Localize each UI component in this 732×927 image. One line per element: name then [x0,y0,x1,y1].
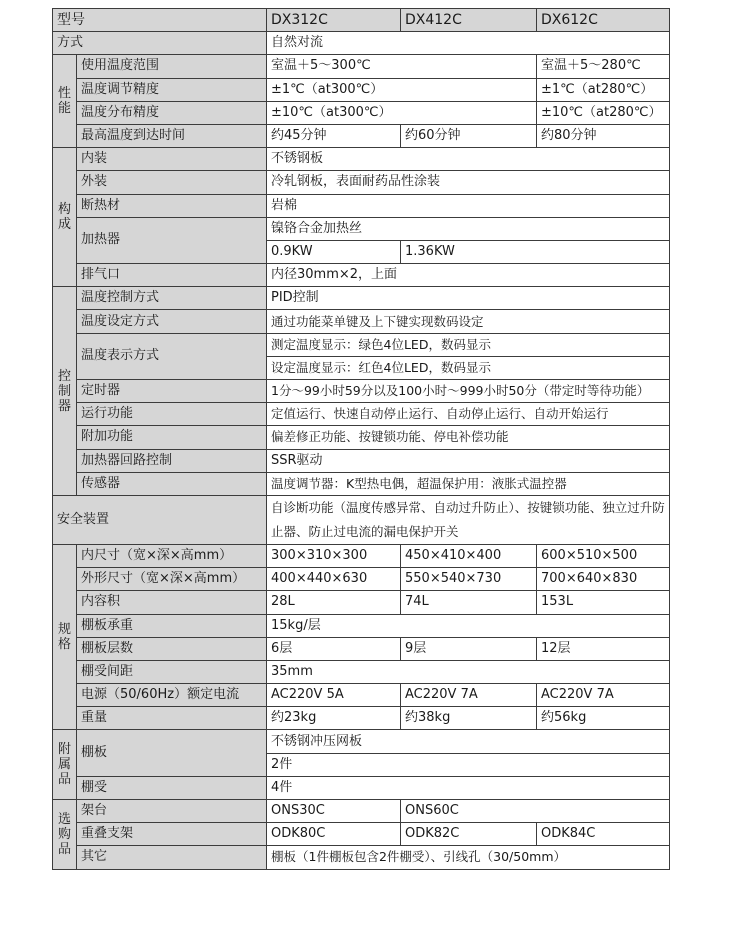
spec-row [53,544,670,567]
controller-row [53,380,670,403]
model-label: 型号 [53,9,267,32]
row-label: 温度设定方式 [77,310,267,333]
controller-row [53,333,670,356]
controller-group-label: 控制器 [53,287,77,496]
cell-value: ONS60C [401,800,670,823]
cell-value: SSR驱动 [267,449,670,472]
row-label: 排气口 [77,264,267,287]
row-label: 外装 [77,171,267,194]
row-label: 附加功能 [77,426,267,449]
cell-value: 室温＋5～300℃ [267,55,537,78]
cell-value: 不锈钢板 [267,148,670,171]
cell-value: 2件 [267,753,670,776]
model-name: DX612C [537,9,670,32]
row-label: 内尺寸（宽×深×高mm） [77,544,267,567]
cell-value: 温度调节器：K型热电偶，超温保护用：液胀式温控器 [267,472,670,495]
performance-group-label: 性能 [53,55,77,148]
option-row [53,823,670,846]
cell-value: 12层 [537,637,670,660]
construction-row [53,194,670,217]
cell-value: 内径30mm×2，上面 [267,264,670,287]
accessory-row [53,730,670,753]
cell-value: 1分～99小时59分以及100小时～999小时50分（带定时等待功能） [267,380,670,403]
construction-row [53,217,670,240]
row-label: 重叠支架 [77,823,267,846]
controller-row [53,449,670,472]
row-label: 温度调节精度 [77,78,267,101]
row-label: 棚受 [77,776,267,799]
model-name: DX312C [267,9,401,32]
cell-value: 棚板（1件棚板包含2件棚受）、引线孔（30/50mm） [267,846,670,869]
cell-value: ODK84C [537,823,670,846]
option-row [53,800,670,823]
construction-row [53,148,670,171]
performance-row [53,55,670,78]
cell-value: 通过功能菜单键及上下键实现数码设定 [267,310,670,333]
cell-value: ±1℃（at300℃） [267,78,537,101]
cell-value: 4件 [267,776,670,799]
cell-value: 定值运行、快速自动停止运行、自动停止运行、自动开始运行 [267,403,670,426]
performance-row [53,78,670,101]
cell-value: 550×540×730 [401,568,537,591]
row-label: 重量 [77,707,267,730]
cell-value: 偏差修正功能、按键锁功能、停电补偿功能 [267,426,670,449]
row-label: 其它 [77,846,267,869]
cell-value: 不锈钢冲压网板 [267,730,670,753]
cell-value: 74L [401,591,537,614]
construction-group-label: 构成 [53,148,77,287]
cell-value: AC220V 7A [537,684,670,707]
row-label: 棚板 [77,730,267,776]
cell-value: AC220V 7A [401,684,537,707]
method-value: 自然对流 [267,32,670,55]
cell-value: 600×510×500 [537,544,670,567]
cell-value: ODK80C [267,823,401,846]
cell-value: ±10℃（at300℃） [267,101,537,124]
construction-row [53,171,670,194]
cell-value: 约38kg [401,707,537,730]
row-label: 断热材 [77,194,267,217]
row-label: 运行功能 [77,403,267,426]
row-label: 棚受间距 [77,660,267,683]
safety-label: 安全装置 [53,495,267,544]
cell-value: 约80分钟 [537,124,670,147]
row-label: 棚板层数 [77,637,267,660]
cell-value: 450×410×400 [401,544,537,567]
cell-value: 设定温度显示：红色4位LED，数码显示 [267,356,670,379]
spec-row [53,660,670,683]
cell-value: 300×310×300 [267,544,401,567]
controller-row [53,472,670,495]
row-label: 温度分布精度 [77,101,267,124]
options-group-label: 选购品 [53,800,77,870]
row-label: 温度表示方式 [77,333,267,379]
row-label: 加热器 [77,217,267,263]
cell-value: 冷轧钢板，表面耐药品性涂装 [267,171,670,194]
safety-row [53,495,670,544]
controller-row [53,310,670,333]
cell-value: 镍铬合金加热丝 [267,217,670,240]
cell-value: 35mm [267,660,670,683]
cell-value: 6层 [267,637,401,660]
spec-row [53,684,670,707]
spec-row [53,568,670,591]
cell-value: ±1℃（at280℃） [537,78,670,101]
spec-table [52,8,670,870]
row-label: 外形尺寸（宽×深×高mm） [77,568,267,591]
accessory-row [53,776,670,799]
row-label: 电源（50/60Hz）额定电流 [77,684,267,707]
row-label: 定时器 [77,380,267,403]
cell-value: ONS30C [267,800,401,823]
cell-value: 9层 [401,637,537,660]
specs-group-label: 规格 [53,544,77,730]
cell-value: 岩棉 [267,194,670,217]
cell-value: 15kg/层 [267,614,670,637]
row-label: 内装 [77,148,267,171]
accessories-group-label: 附属品 [53,730,77,800]
cell-value: 测定温度显示：绿色4位LED，数码显示 [267,333,670,356]
controller-row [53,403,670,426]
spec-row [53,614,670,637]
row-label: 加热器回路控制 [77,449,267,472]
header-row [53,9,670,32]
spec-row [53,591,670,614]
row-label: 棚板承重 [77,614,267,637]
spec-row [53,637,670,660]
cell-value: 约23kg [267,707,401,730]
cell-value: 28L [267,591,401,614]
cell-value: ODK82C [401,823,537,846]
row-label: 架台 [77,800,267,823]
method-row [53,32,670,55]
cell-value: 1.36KW [401,240,670,263]
controller-row [53,426,670,449]
model-name: DX412C [401,9,537,32]
row-label: 内容积 [77,591,267,614]
cell-value: PID控制 [267,287,670,310]
spec-row [53,707,670,730]
controller-row [53,287,670,310]
cell-value: ±10℃（at280℃） [537,101,670,124]
cell-value: 约56kg [537,707,670,730]
row-label: 最高温度到达时间 [77,124,267,147]
performance-row [53,101,670,124]
construction-row [53,264,670,287]
row-label: 温度控制方式 [77,287,267,310]
cell-value: 700×640×830 [537,568,670,591]
option-row [53,846,670,869]
cell-value: 约45分钟 [267,124,401,147]
cell-value: 室温＋5～280℃ [537,55,670,78]
cell-value: 约60分钟 [401,124,537,147]
cell-value: 自诊断功能（温度传感异常、自动过升防止）、按键锁功能、独立过升防止器、防止过电流的漏电保护开关 [267,495,670,544]
cell-value: 400×440×630 [267,568,401,591]
method-label: 方式 [53,32,267,55]
cell-value: 153L [537,591,670,614]
row-label: 传感器 [77,472,267,495]
cell-value: 0.9KW [267,240,401,263]
cell-value: AC220V 5A [267,684,401,707]
performance-row [53,124,670,147]
row-label: 使用温度范围 [77,55,267,78]
